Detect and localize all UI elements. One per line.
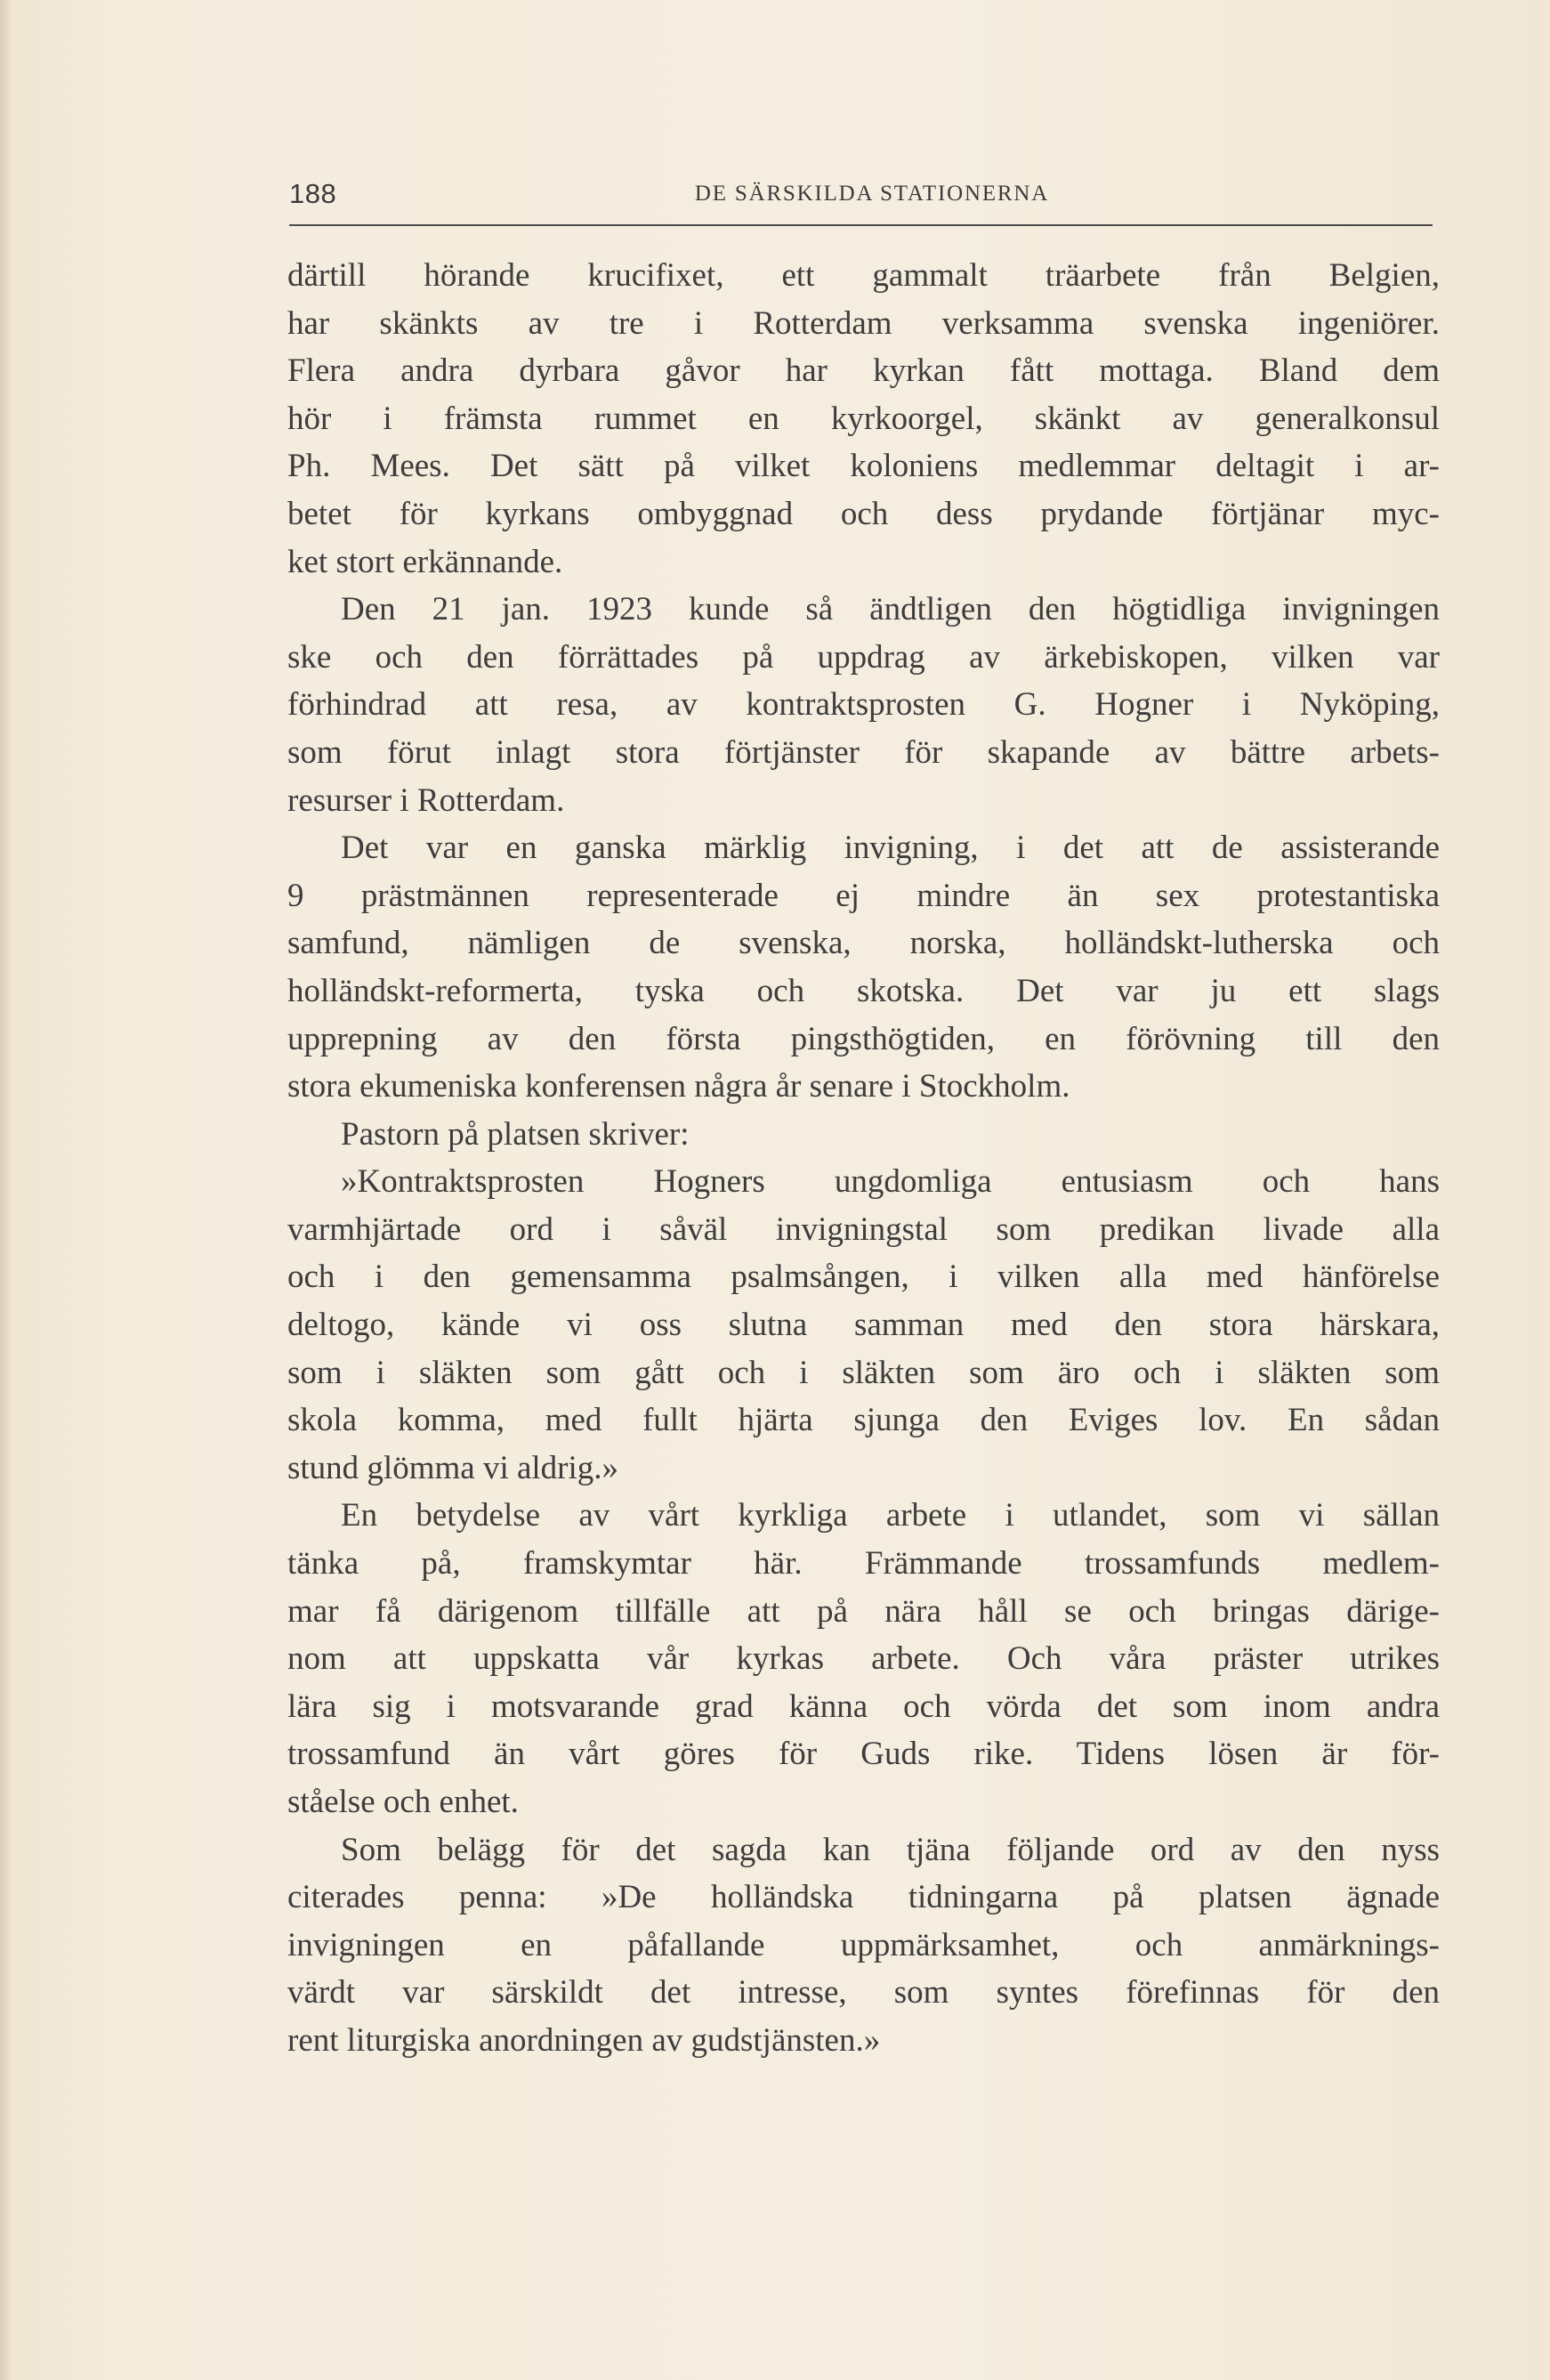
text-line: som i släkten som gått och i släkten som äro och i släkten som: [287, 1354, 1440, 1391]
text-line: tänka på, framskymtar här. Främmande trossamfunds medlem-: [287, 1545, 1440, 1583]
text-line: Som belägg för det sagda kan tjäna följande ord av den nyss: [341, 1831, 1440, 1868]
chapter-title: DE SÄRSKILDA STATIONERNA: [694, 182, 1050, 206]
text-line: resurser i Rotterdam.: [287, 781, 565, 819]
text-line: Pastorn på platsen skriver:: [341, 1115, 690, 1153]
text-line: upprepning av den första pingsthögtiden, en förövning till den: [287, 1020, 1440, 1057]
text-line: varmhjärtade ord i såväl invigningstal som predikan livade alla: [287, 1210, 1440, 1248]
text-line: betet för kyrkans ombyggnad och dess prydande förtjänar myc-: [287, 495, 1440, 532]
text-line: ske och den förrättades på uppdrag av ärkebiskopen, vilken var: [287, 638, 1440, 676]
text-line: samfund, nämligen de svenska, norska, holländskt-lutherska och: [287, 925, 1440, 962]
text-line: hör i främsta rummet en kyrkoorgel, skänkt av generalkonsul: [287, 400, 1440, 437]
text-line: Det var en ganska märklig invigning, i det att de assisterande: [341, 830, 1440, 867]
text-line: deltogo, kände vi oss slutna samman med den stora härskara,: [287, 1307, 1440, 1344]
text-line: En betydelse av vårt kyrkliga arbete i utlandet, som vi sällan: [341, 1497, 1440, 1534]
text-line: har skänkts av tre i Rotterdam verksamma svenska ingeniörer.: [287, 304, 1440, 342]
text-line: »Kontraktsprosten Hogners ungdomliga entusiasm och hans: [341, 1163, 1440, 1201]
text-line: Ph. Mees. Det sätt på vilket koloniens medlemmar deltagit i ar-: [287, 448, 1440, 485]
text-line: därtill hörande krucifixet, ett gammalt träarbete från Belgien,: [287, 257, 1440, 294]
text-line: citerades penna: »De holländska tidningarna på platsen ägnade: [287, 1879, 1440, 1916]
text-line: och i den gemensamma psalmsången, i vilken alla med hänförelse: [287, 1259, 1440, 1296]
text-line: lära sig i motsvarande grad känna och vörda det som inom andra: [287, 1688, 1440, 1725]
text-line: Den 21 jan. 1923 kunde så ändtligen den högtidliga invigningen: [341, 591, 1440, 628]
text-line: holländskt-reformerta, tyska och skotska. Det var ju ett slags: [287, 972, 1440, 1009]
text-line: förhindrad att resa, av kontraktsprosten G. Hogner i Nyköping,: [287, 686, 1440, 724]
running-head: [289, 174, 1433, 214]
text-line: mar få därigenom tillfälle att på nära håll se och bringas därige-: [287, 1592, 1440, 1630]
page-number: 188: [289, 178, 337, 209]
text-line: ket stort erkännande.: [287, 543, 563, 580]
text-line: invigningen en påfallande uppmärksamhet, och anmärknings-: [287, 1926, 1440, 1963]
text-line: stund glömma vi aldrig.»: [287, 1449, 619, 1486]
text-line: rent liturgiska anordningen av gudstjänsten.»: [287, 2021, 881, 2059]
text-line: skola komma, med fullt hjärta sjunga den Eviges lov. En sådan: [287, 1402, 1440, 1439]
text-line: värdt var särskildt det intresse, som syntes förefinnas för den: [287, 1974, 1440, 2012]
header-rule: [289, 224, 1433, 226]
page-edge-shadow: [0, 0, 12, 2380]
text-line: Flera andra dyrbara gåvor har kyrkan fått mottaga. Bland dem: [287, 352, 1440, 390]
text-line: som förut inlagt stora förtjänster för skapande av bättre arbets-: [287, 733, 1440, 771]
text-line: trossamfund än vårt göres för Guds rike. Tidens lösen är för-: [287, 1736, 1440, 1773]
text-line: 9 prästmännen representerade ej mindre än sex protestantiska: [287, 877, 1440, 914]
text-line: stora ekumeniska konferensen några år senare i Stockholm.: [287, 1068, 1070, 1105]
text-line: nom att uppskatta vår kyrkas arbete. Och våra präster utrikes: [287, 1640, 1440, 1678]
text-line: ståelse och enhet.: [287, 1784, 519, 1820]
body-text: [287, 252, 1440, 2065]
